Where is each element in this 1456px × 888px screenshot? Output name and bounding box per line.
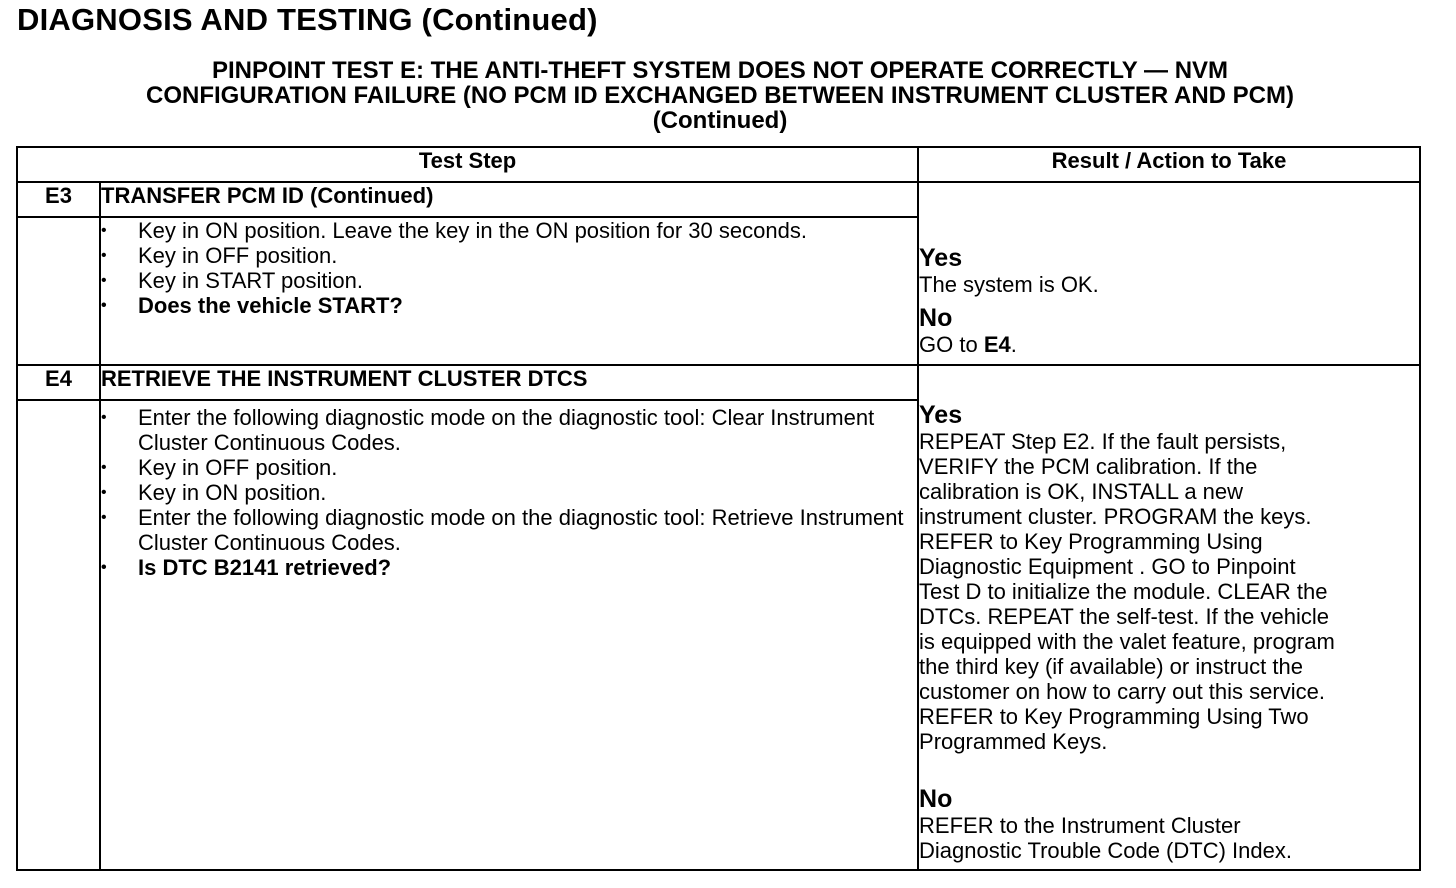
step-result [918,365,1420,870]
no-action: REFER to the Instrument Cluster Diagnostic Trouble Code (DTC) Index. [919,813,1292,863]
step-question: • Is DTC B2141 retrieved? [101,555,917,580]
test-step-column-header: Test Step [17,147,918,182]
yes-action: REPEAT Step E2. If the fault persists, VERIFY the PCM calibration. If the calibration is OK, INSTALL a new instrument cluster. PROGRAM the keys. REFER to Key Programming Using Diagnostic Equipment . GO to Pinpoint Test D to initialize the module. CLEAR the DTCs. REPEAT the self-test. If the vehicle is equipped with the valet feature, program the third key (if available) or instruct the customer on how to carry out this service. REFER to Key Programming Using Two Programmed Keys. [919,429,1335,754]
page-header: DIAGNOSIS AND TESTING (Continued) [17,2,598,37]
test-title-line-3: (Continued) [652,107,788,134]
table-header-row [17,147,1420,182]
no-label: No [919,304,953,332]
action-list [101,218,917,318]
step-id-blank [17,217,100,365]
step-actions [100,400,918,870]
pinpoint-test-title [20,58,1420,133]
action-item: • Key in OFF position. [101,455,917,480]
step-id: E3 [17,182,100,217]
step-title-row [17,182,1420,217]
yes-label: Yes [919,244,963,272]
no-action: GO to E4. [919,332,1017,357]
action-item: • Enter the following diagnostic mode on the diagnostic tool: Retrieve Instrument Cluster Continuous Codes. [101,505,917,555]
step-title-row [17,365,1420,400]
step-id-blank [17,400,100,870]
step-result [918,182,1420,365]
action-list [101,405,917,580]
test-title-line-2: CONFIGURATION FAILURE (NO PCM ID EXCHANGED BETWEEN INSTRUMENT CLUSTER AND PCM) [146,82,1294,109]
step-title: TRANSFER PCM ID (Continued) [100,182,918,217]
step-id: E4 [17,365,100,400]
action-item: • Key in START position. [101,268,917,293]
step-actions [100,217,918,365]
step-reference: E4 [983,332,1011,357]
action-item: • Enter the following diagnostic mode on the diagnostic tool: Clear Instrument Cluster Continuous Codes. [101,405,917,455]
no-label: No [919,785,953,813]
action-item: • Key in OFF position. [101,243,917,268]
step-title: RETRIEVE THE INSTRUMENT CLUSTER DTCS [100,365,918,400]
action-item: • Key in ON position. Leave the key in the ON position for 30 seconds. [101,218,917,243]
yes-label: Yes [919,401,963,429]
step-question: • Does the vehicle START? [101,293,917,318]
test-title-line-1: PINPOINT TEST E: THE ANTI-THEFT SYSTEM DOES NOT OPERATE CORRECTLY — NVM [211,57,1229,84]
action-item: • Key in ON position. [101,480,917,505]
result-column-header: Result / Action to Take [918,147,1420,182]
test-step-table [16,146,1421,871]
yes-action: The system is OK. [919,272,1099,297]
